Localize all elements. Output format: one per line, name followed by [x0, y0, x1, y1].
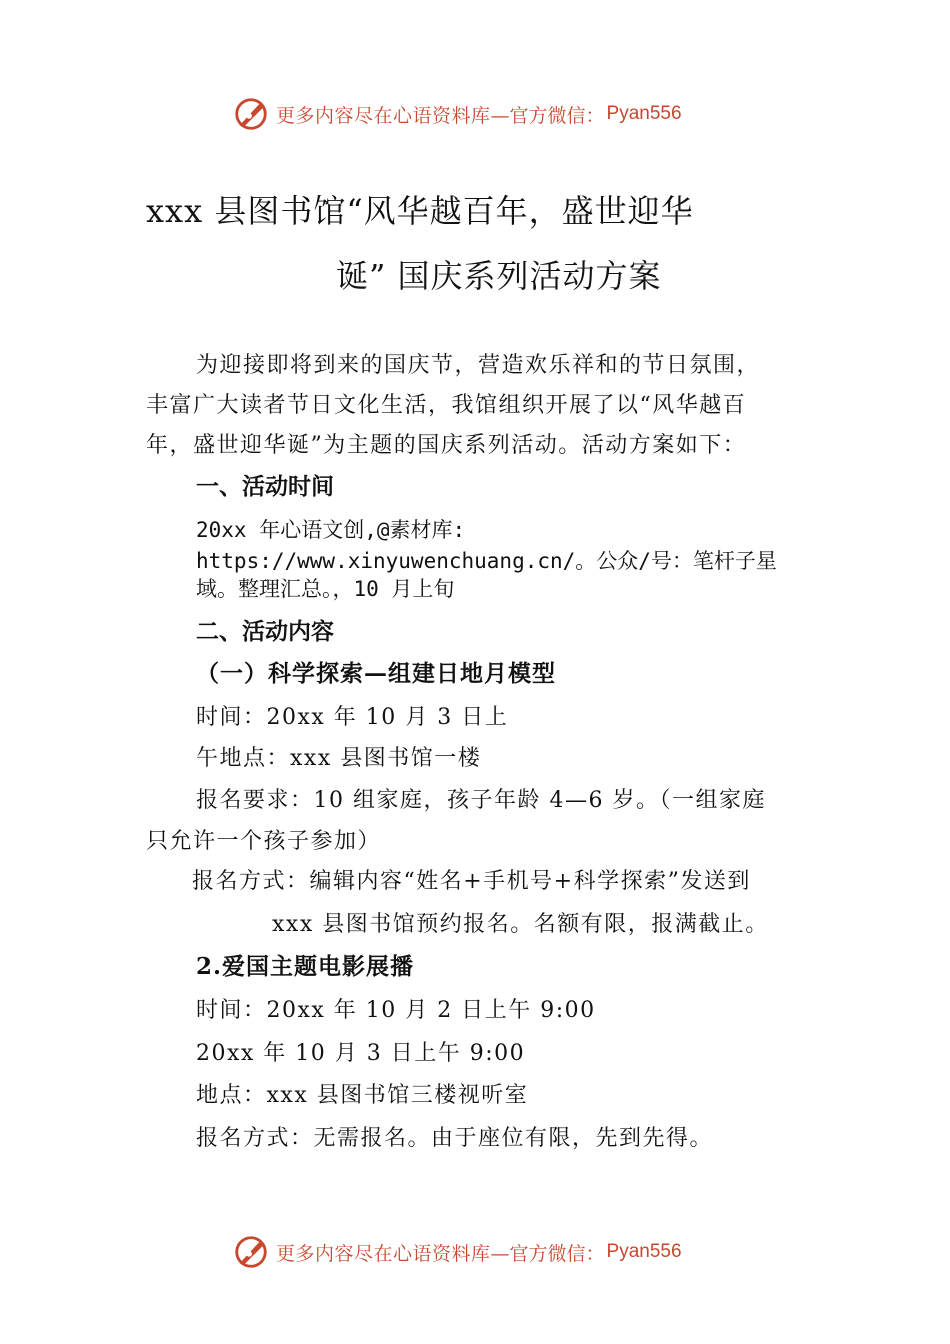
banner-wechat-id: Pyan556	[606, 103, 682, 124]
section-heading-time: 一、活动时间	[196, 474, 334, 500]
item1-requirement-1: 报名要求：10 组家庭，孩子年龄 4—6 岁。（一组家庭	[196, 788, 766, 813]
item1-place: 午地点：xxx 县图书馆一楼	[196, 746, 482, 771]
item2-time-1: 时间：20xx 年 10 月 2 日上午 9:00	[196, 998, 596, 1023]
time-line-1: 20xx 年心语文创,@素材库:	[196, 518, 466, 542]
banner-separator: —官方微信：	[490, 104, 605, 127]
banner-text: 更多内容尽在心语资料库	[276, 104, 491, 127]
pen-logo-icon	[232, 95, 270, 133]
banner-wechat-id: Pyan556	[606, 1241, 682, 1262]
item2-time-2: 20xx 年 10 月 3 日上午 9:00	[196, 1041, 526, 1066]
time-line-2: https://www.xinyuwenchuang.cn/。公众/号：笔杆子星	[196, 549, 777, 573]
intro-line-3: 年，盛世迎华诞”为主题的国庆系列活动。活动方案如下：	[146, 433, 747, 458]
header-banner	[232, 94, 792, 134]
time-line-3: 域。整理汇总。，10 月上旬	[196, 577, 455, 601]
item2-method: 报名方式：无需报名。由于座位有限，先到先得。	[196, 1126, 714, 1151]
section-heading-content: 二、活动内容	[196, 619, 334, 645]
document-title-line2: 诞” 国庆系列活动方案	[336, 257, 662, 295]
item1-heading: （一）科学探索—组建日地月模型	[196, 660, 556, 687]
item2-place: 地点：xxx 县图书馆三楼视听室	[196, 1083, 529, 1108]
banner-separator: —官方微信：	[490, 1242, 605, 1265]
item2-heading: 2.爱国主题电影展播	[196, 953, 415, 980]
item1-method-2: xxx 县图书馆预约报名。名额有限，报满截止。	[272, 912, 769, 937]
intro-line-2: 丰富广大读者节日文化生活，我馆组织开展了以“风华越百	[146, 393, 747, 418]
banner-text: 更多内容尽在心语资料库	[276, 1242, 491, 1265]
item1-requirement-2: 只允许一个孩子参加）	[146, 829, 382, 854]
item1-method-1: 报名方式：编辑内容“姓名+手机号+科学探索”发送到	[192, 869, 751, 894]
pen-logo-icon	[232, 1233, 270, 1271]
intro-line-1: 为迎接即将到来的国庆节，营造欢乐祥和的节日氛围，	[196, 353, 761, 378]
document-title-line1: xxx 县图书馆“风华越百年，盛世迎华	[146, 192, 694, 230]
item1-time: 时间：20xx 年 10 月 3 日上	[196, 705, 509, 730]
footer-banner	[232, 1232, 792, 1272]
